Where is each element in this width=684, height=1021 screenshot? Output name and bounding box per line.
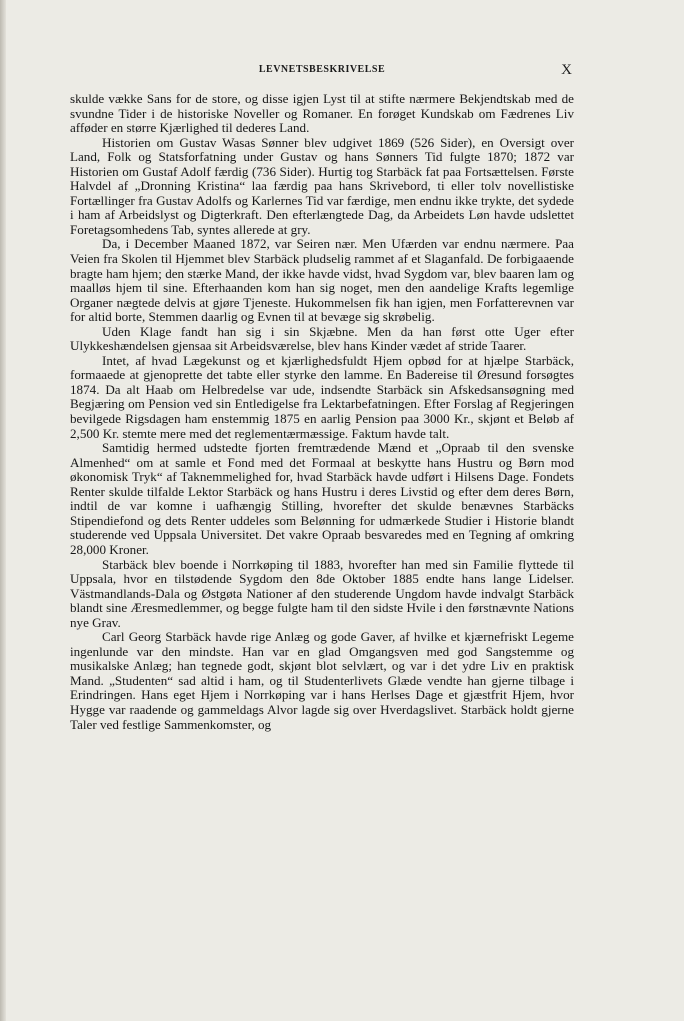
body-text <box>70 92 574 732</box>
paragraph: Samtidig hermed udstedte fjorten fremtrædende Mænd et „Opraab til den svenske Almenhed“ om at samle et Fond med det Formaal at beskytte hans Hustru og Børn mod økonomisk Tryk“ af Taknemmelighed for, hvad Starbäck havde udført i Hilsens Dage. Fondets Renter skulde tilfalde Lektor Starbäck og hans Hustru i deres Livstid og efter dem deres Børn, indtil de var komne i uafhængig Stilling, hvorefter det skulde benævnes Starbäcks Stipendiefond og dets Renter uddeles som Belønning for udmærkede Studier i Historie blandt studerende ved Uppsala Universitet. Det vakre Opraab besvaredes med en Tegning af omkring 28,000 Kroner. <box>70 440 574 557</box>
paragraph: Da, i December Maaned 1872, var Seiren nær. Men Ufærden var endnu nærmere. Paa Veien fra Skolen til Hjemmet blev Starbäck pludselig rammet af et Slaganfald. De forbigaaende bragte ham hjem; den stærke Mand, der ikke havde vidst, hvad Sygdom var, blev baaren lam og maalløs hjem til sine. Efterhaanden kom han sig noget, men den aandelige Krafts legemlige Organer nægtede delvis at gjøre Tjeneste. Hukommelsen fik han igjen, men Forfatterevnen var for altid borte, Stemmen daarlig og Evnen til at bevæge sig skrøbelig. <box>70 236 574 325</box>
paragraph: Starbäck blev boende i Norrkøping til 1883, hvorefter han med sin Familie flyttede til Uppsala, hvor en tilstødende Sygdom den 8de Oktober 1885 endte hans lange Lidelser. Västmandlands-Dala og Østgøta Nationer af den studerende Ungdom havde indvalgt Starbäck blandt sine Æresmedlemmer, og begge fulgte ham til den sidste Hvile i den førstnævnte Nations nye Grav. <box>70 556 574 630</box>
paragraph: Historien om Gustav Wasas Sønner blev udgivet 1869 (526 Sider), en Oversigt over Land, Folk og Statsforfatning under Gustav og hans Sønners Tid fulgte 1870; 1872 var Historien om Gustaf Adolf færdig (736 Sider). Hurtig tog Starbäck fat paa Fortsættelsen. Første Halvdel af „Dronning Kristina“ laa færdig paa hans Skrivebord, ti eller tolv novellistiske Fortællinger fra Gustav Adolfs og Karlernes Tid var færdige, men endnu ikke trykte, det sydede i ham af Arbeidslyst og Digterkraft. Den efterlængtede Dag, da Arbeidets Løn havde udslettet Foretagsomhedens Tab, syntes allerede at gry. <box>70 134 574 237</box>
paragraph: Intet, af hvad Lægekunst og et kjærlighedsfuldt Hjem opbød for at hjælpe Starbäck, formaaede at gjenoprette det tabte eller styrke den lamme. En Badereise til Øresund forsøgtes 1874. Da alt Haab om Helbredelse var ude, indsendte Starbäck sin Afskedsansøgning med Begjæring om Pension ved sin Entledigelse fra Lektarbefatningen. Efter Forslag af Regjeringen bevilgede Rigsdagen ham enstemmig 1875 en aarlig Pension paa 3000 Kr., skjønt et Beløb af 2,500 Kr. stemte mere med det reglementærmæssige. Faktum havde talt. <box>70 352 574 441</box>
paragraph: Carl Georg Starbäck havde rige Anlæg og gode Gaver, af hvilke et kjærnefriskt Legeme ingenlunde var den mindste. Han var en glad Omgangsven med god Sangstemme og musikalske Anlæg; han tegnede godt, skjønt blot selvlært, og var i det ydre Liv en praktisk Mand. „Studenten“ sad altid i ham, og til Studenterlivets Glæde vendte han gjerne tilbage i Erindringen. Hans eget Hjem i Norrkøping var i hans Herlses Dage et gjæstfrit Hjem, hvor Hygge var raadende og gammeldags Alvor lagde sig over Hverdagslivet. Starbäck holdt gjerne Taler ved festlige Sammenkomster, og <box>70 629 574 732</box>
page-number: X <box>561 62 572 78</box>
paragraph: Uden Klage fandt han sig i sin Skjæbne. Men da han først otte Uger efter Ulykkeshændelsen gjensaa sit Arbeidsværelse, blev hans Kinder vædet af stride Taarer. <box>70 323 574 354</box>
running-head: LEVNETSBESKRIVELSE <box>258 64 386 75</box>
page-binding-edge <box>0 0 6 1021</box>
page-header <box>70 62 574 80</box>
paragraph: skulde vække Sans for de store, og disse igjen Lyst til at stifte nærmere Bekjendtskab med de svundne Tider i de historiske Noveller og Romaner. En forøget Kundskab om Fædrenes Liv afføder en større Kjærlighed til dederes Land. <box>70 91 574 136</box>
